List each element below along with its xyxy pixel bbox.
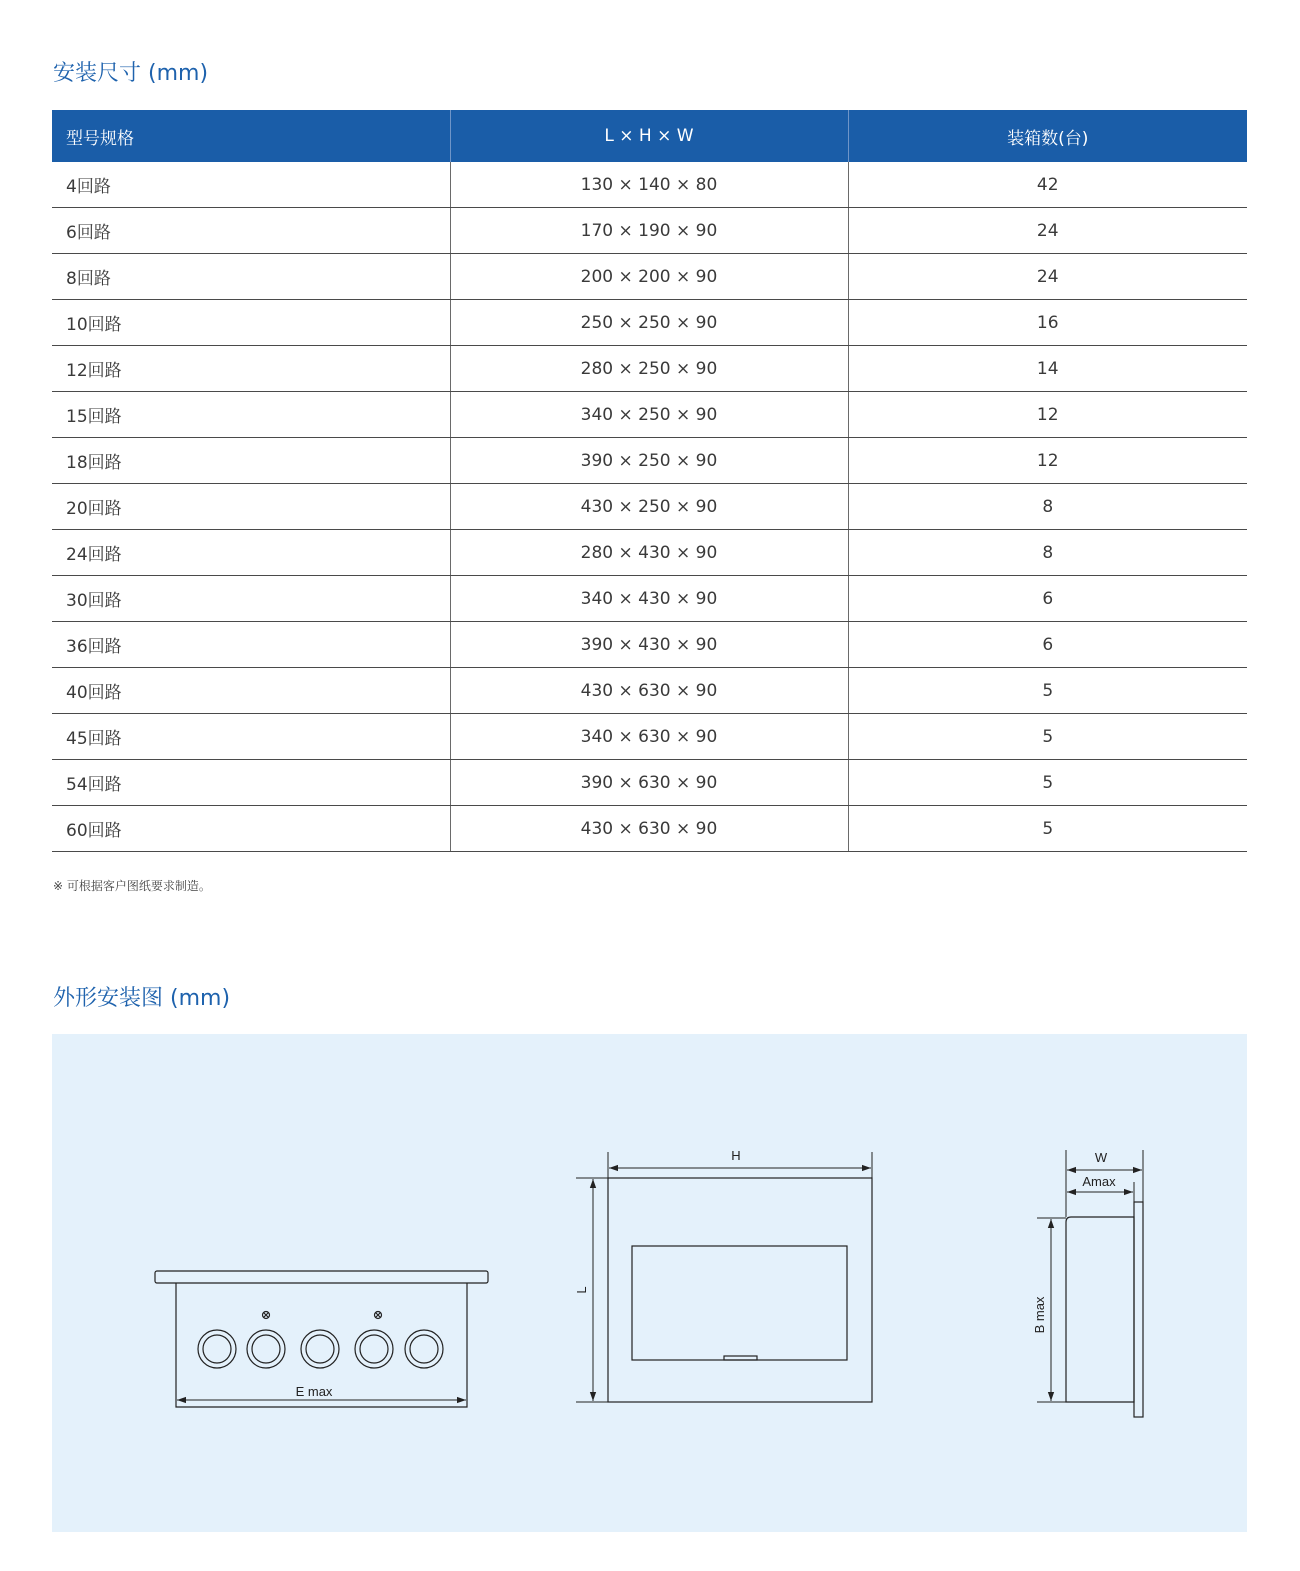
cell-dimensions: 130 × 140 × 80 [450,162,848,208]
cell-pack-count: 12 [848,392,1247,438]
cell-dimensions: 390 × 630 × 90 [450,760,848,806]
cell-model: 20回路 [52,484,450,530]
box-side [1066,1217,1134,1402]
table-header-row [52,110,1247,162]
knockout-hole [405,1330,443,1368]
cell-model: 18回路 [52,438,450,484]
cell-dimensions: 280 × 430 × 90 [450,530,848,576]
cell-model: 40回路 [52,668,450,714]
table-row [52,254,1247,300]
table-row [52,576,1247,622]
cell-model: 12回路 [52,346,450,392]
cell-model: 36回路 [52,622,450,668]
knockout-hole [355,1330,393,1368]
cell-pack-count: 24 [848,254,1247,300]
screw-icon [375,1312,382,1319]
dimension-label-w: W [1094,1150,1108,1165]
table-row [52,438,1247,484]
dimension-label-l: L [574,1286,589,1294]
cell-model: 30回路 [52,576,450,622]
table-row [52,346,1247,392]
dimension-label-bmax: B max [1032,1296,1047,1334]
cell-dimensions: 430 × 250 × 90 [450,484,848,530]
footnote: ※ 可根据客户图纸要求制造。 [53,879,211,893]
knockout-hole [301,1330,339,1368]
box-front [608,1178,872,1402]
cell-pack-count: 6 [848,576,1247,622]
table-row [52,622,1247,668]
cell-pack-count: 8 [848,530,1247,576]
cell-dimensions: 430 × 630 × 90 [450,668,848,714]
table-row [52,760,1247,806]
screw-icon [263,1312,270,1319]
window [632,1246,847,1360]
cell-dimensions: 340 × 430 × 90 [450,576,848,622]
cell-model: 24回路 [52,530,450,576]
cell-dimensions: 390 × 250 × 90 [450,438,848,484]
outline-drawing [52,1034,1247,1532]
cell-dimensions: 280 × 250 × 90 [450,346,848,392]
front-view [576,1152,872,1402]
table-row [52,392,1247,438]
outline-drawing-panel [52,1034,1247,1532]
cell-pack-count: 24 [848,208,1247,254]
cell-model: 10回路 [52,300,450,346]
cell-model: 15回路 [52,392,450,438]
column-header-dimensions: L × H × W [450,110,848,162]
cell-model: 6回路 [52,208,450,254]
cell-pack-count: 5 [848,806,1247,852]
cell-pack-count: 14 [848,346,1247,392]
cell-model: 8回路 [52,254,450,300]
side-view [1037,1150,1143,1417]
cell-pack-count: 5 [848,668,1247,714]
table-row [52,208,1247,254]
section-title-install-dimensions: 安装尺寸 (mm) [53,61,209,86]
cell-pack-count: 42 [848,162,1247,208]
section-title-outline-drawing: 外形安装图 (mm) [53,986,231,1011]
cell-pack-count: 5 [848,714,1247,760]
flange [155,1271,488,1283]
side-flange [1134,1202,1143,1417]
table-row [52,162,1247,208]
cell-dimensions: 200 × 200 × 90 [450,254,848,300]
cell-model: 4回路 [52,162,450,208]
dimension-label-emax: E max [295,1384,333,1399]
cell-pack-count: 6 [848,622,1247,668]
cell-model: 60回路 [52,806,450,852]
cell-model: 45回路 [52,714,450,760]
cell-pack-count: 12 [848,438,1247,484]
cell-dimensions: 390 × 430 × 90 [450,622,848,668]
dimension-label-h: H [731,1148,741,1163]
window-latch [724,1356,757,1360]
table-row [52,484,1247,530]
column-header-pack-count: 装箱数(台) [848,110,1247,162]
dimension-label-amax: Amax [1082,1174,1116,1189]
table-row [52,300,1247,346]
knockout-hole [198,1330,236,1368]
cell-dimensions: 170 × 190 × 90 [450,208,848,254]
cell-pack-count: 16 [848,300,1247,346]
cell-dimensions: 430 × 630 × 90 [450,806,848,852]
cell-pack-count: 8 [848,484,1247,530]
cell-pack-count: 5 [848,760,1247,806]
table-row [52,714,1247,760]
cell-dimensions: 250 × 250 × 90 [450,300,848,346]
table-row [52,806,1247,852]
spec-table [52,110,1247,852]
cell-model: 54回路 [52,760,450,806]
knockout-hole [247,1330,285,1368]
cell-dimensions: 340 × 630 × 90 [450,714,848,760]
column-header-model: 型号规格 [52,110,450,162]
table-row [52,530,1247,576]
table-row [52,668,1247,714]
cell-dimensions: 340 × 250 × 90 [450,392,848,438]
